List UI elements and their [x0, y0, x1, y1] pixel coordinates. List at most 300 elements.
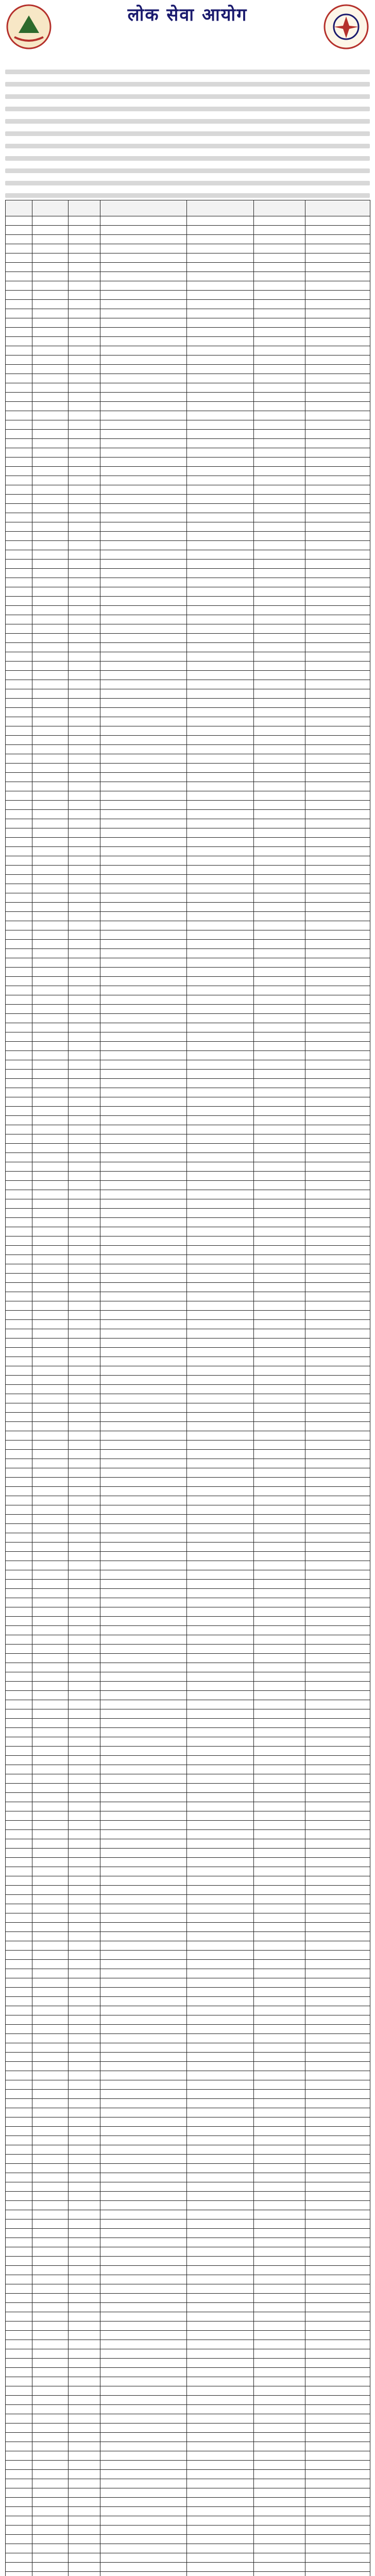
table-cell	[187, 1663, 254, 1672]
table-cell	[100, 1719, 187, 1728]
table-cell	[100, 1079, 187, 1088]
table-cell	[254, 1895, 305, 1904]
table-cell	[6, 2340, 32, 2349]
table-cell	[6, 2451, 32, 2461]
table-cell	[187, 1422, 254, 1431]
table-cell	[6, 2275, 32, 2284]
table-cell	[187, 689, 254, 699]
table-row	[6, 1162, 370, 1172]
table-row	[6, 1904, 370, 1913]
table-cell	[187, 801, 254, 810]
table-cell	[305, 569, 370, 578]
col-header	[187, 200, 254, 216]
table-cell	[32, 2461, 69, 2470]
table-cell	[254, 1162, 305, 1172]
table-cell	[254, 1709, 305, 1719]
table-cell	[6, 1663, 32, 1672]
table-cell	[6, 995, 32, 1005]
table-cell	[69, 1533, 100, 1543]
table-cell	[100, 1709, 187, 1719]
table-row	[6, 782, 370, 791]
table-cell	[69, 1097, 100, 1107]
table-cell	[187, 1552, 254, 1561]
table-row	[6, 847, 370, 856]
table-cell	[187, 1042, 254, 1051]
table-cell	[6, 2127, 32, 2136]
table-cell	[32, 2182, 69, 2192]
table-cell	[6, 383, 32, 393]
table-cell	[187, 1756, 254, 1765]
table-cell	[187, 773, 254, 782]
table-cell	[100, 365, 187, 374]
table-cell	[6, 1747, 32, 1756]
table-cell	[305, 2479, 370, 2488]
table-cell	[305, 1413, 370, 1422]
table-cell	[6, 1181, 32, 1190]
table-cell	[254, 1913, 305, 1923]
table-cell	[69, 2034, 100, 2043]
table-cell	[100, 1561, 187, 1570]
table-cell	[187, 2145, 254, 2155]
table-cell	[187, 1320, 254, 1329]
table-cell	[254, 1311, 305, 1320]
table-cell	[32, 606, 69, 615]
table-cell	[305, 1218, 370, 1227]
table-cell	[32, 1682, 69, 1691]
table-cell	[100, 2377, 187, 2386]
table-cell	[305, 2266, 370, 2275]
table-cell	[69, 402, 100, 411]
table-cell	[6, 2210, 32, 2219]
table-row	[6, 569, 370, 578]
table-cell	[254, 1264, 305, 1274]
table-cell	[187, 1598, 254, 1607]
table-cell	[32, 2396, 69, 2405]
table-cell	[6, 671, 32, 680]
table-cell	[69, 578, 100, 587]
table-cell	[254, 1747, 305, 1756]
table-cell	[187, 2284, 254, 2294]
table-cell	[254, 1849, 305, 1858]
table-cell	[100, 1747, 187, 1756]
table-row	[6, 1042, 370, 1051]
table-cell	[100, 235, 187, 244]
table-cell	[100, 1524, 187, 1533]
table-cell	[100, 328, 187, 337]
table-cell	[6, 1236, 32, 1246]
table-cell	[6, 2312, 32, 2321]
table-cell	[305, 2359, 370, 2368]
table-cell	[6, 550, 32, 560]
col-header	[100, 200, 187, 216]
table-row	[6, 764, 370, 773]
table-row	[6, 1988, 370, 1997]
table-row	[6, 1552, 370, 1561]
table-row	[6, 541, 370, 550]
table-row	[6, 2563, 370, 2572]
table-cell	[69, 2053, 100, 2062]
table-cell	[32, 1292, 69, 1301]
table-cell	[254, 1607, 305, 1617]
table-cell	[6, 1320, 32, 1329]
table-row	[6, 560, 370, 569]
table-cell	[305, 1719, 370, 1728]
table-cell	[187, 2025, 254, 2034]
table-cell	[32, 2544, 69, 2553]
table-cell	[254, 1552, 305, 1561]
table-row	[6, 2136, 370, 2145]
table-cell	[100, 1700, 187, 1709]
table-cell	[100, 485, 187, 495]
table-cell	[32, 1570, 69, 1580]
table-cell	[100, 2424, 187, 2433]
table-row	[6, 930, 370, 940]
table-cell	[6, 1413, 32, 1422]
table-cell	[69, 2572, 100, 2576]
table-cell	[100, 2340, 187, 2349]
table-cell	[6, 1552, 32, 1561]
table-cell	[69, 1292, 100, 1301]
table-cell	[187, 2368, 254, 2377]
table-row	[6, 1403, 370, 1413]
table-cell	[305, 1682, 370, 1691]
table-row	[6, 2312, 370, 2321]
table-cell	[69, 448, 100, 457]
table-cell	[254, 1144, 305, 1153]
table-cell	[254, 1218, 305, 1227]
table-cell	[69, 216, 100, 226]
table-cell	[69, 1747, 100, 1756]
table-cell	[100, 1960, 187, 1969]
table-cell	[187, 2442, 254, 2451]
table-cell	[6, 2461, 32, 2470]
table-cell	[254, 1598, 305, 1607]
table-cell	[305, 1301, 370, 1311]
table-cell	[69, 606, 100, 615]
table-cell	[32, 2535, 69, 2544]
table-cell	[187, 1941, 254, 1951]
table-cell	[254, 2544, 305, 2553]
table-cell	[254, 1338, 305, 1348]
table-cell	[100, 1505, 187, 1515]
table-cell	[69, 374, 100, 383]
table-cell	[305, 2340, 370, 2349]
table-cell	[254, 2331, 305, 2340]
table-cell	[100, 2210, 187, 2219]
col-header	[6, 200, 32, 216]
table-cell	[100, 1403, 187, 1413]
table-cell	[254, 1209, 305, 1218]
table-cell	[6, 2053, 32, 2062]
table-cell	[100, 2192, 187, 2201]
table-cell	[100, 355, 187, 365]
table-cell	[6, 1895, 32, 1904]
table-cell	[254, 2136, 305, 2145]
table-cell	[69, 1014, 100, 1023]
table-cell	[187, 1329, 254, 1338]
table-cell	[6, 1709, 32, 1719]
table-cell	[305, 866, 370, 875]
table-cell	[305, 1849, 370, 1858]
table-cell	[254, 1431, 305, 1440]
table-cell	[187, 884, 254, 893]
table-cell	[100, 1032, 187, 1042]
intro-line	[5, 70, 370, 79]
table-cell	[187, 1505, 254, 1515]
table-cell	[100, 1338, 187, 1348]
table-cell	[254, 1756, 305, 1765]
table-cell	[69, 1960, 100, 1969]
table-cell	[100, 847, 187, 856]
table-cell	[254, 1941, 305, 1951]
table-row	[6, 235, 370, 244]
table-cell	[69, 754, 100, 764]
table-row	[6, 1320, 370, 1329]
table-cell	[305, 2331, 370, 2340]
table-cell	[305, 2071, 370, 2080]
table-cell	[254, 1422, 305, 1431]
table-cell	[305, 1403, 370, 1413]
table-cell	[100, 2275, 187, 2284]
table-cell	[32, 2312, 69, 2321]
table-cell	[32, 1162, 69, 1172]
table-cell	[305, 2563, 370, 2572]
table-row	[6, 2034, 370, 2043]
table-cell	[187, 2238, 254, 2247]
table-cell	[100, 1478, 187, 1487]
table-cell	[6, 1858, 32, 1867]
table-cell	[254, 2377, 305, 2386]
table-cell	[305, 2516, 370, 2526]
table-cell	[187, 2062, 254, 2071]
table-cell	[69, 736, 100, 745]
table-cell	[305, 1765, 370, 1774]
table-cell	[69, 2090, 100, 2099]
table-cell	[254, 2201, 305, 2210]
table-cell	[32, 2192, 69, 2201]
table-cell	[6, 2553, 32, 2563]
table-cell	[32, 615, 69, 624]
table-cell	[6, 2034, 32, 2043]
table-cell	[69, 2488, 100, 2498]
table-cell	[100, 2368, 187, 2377]
table-cell	[6, 717, 32, 726]
table-cell	[305, 930, 370, 940]
table-cell	[187, 1403, 254, 1413]
table-cell	[100, 1626, 187, 1635]
table-cell	[187, 1255, 254, 1264]
table-cell	[32, 291, 69, 300]
table-cell	[6, 1635, 32, 1645]
table-cell	[254, 1524, 305, 1533]
table-cell	[32, 2516, 69, 2526]
table-cell	[254, 624, 305, 634]
table-row	[6, 828, 370, 838]
table-cell	[100, 2015, 187, 2025]
table-cell	[305, 1366, 370, 1376]
table-cell	[187, 1839, 254, 1849]
table-cell	[305, 244, 370, 253]
table-cell	[69, 995, 100, 1005]
table-cell	[305, 383, 370, 393]
table-cell	[6, 736, 32, 745]
table-cell	[69, 1274, 100, 1283]
table-cell	[69, 1440, 100, 1450]
table-cell	[69, 643, 100, 652]
table-row	[6, 1376, 370, 1385]
table-cell	[100, 226, 187, 235]
table-cell	[69, 2219, 100, 2229]
table-row	[6, 1199, 370, 1209]
table-cell	[187, 253, 254, 263]
table-cell	[187, 1635, 254, 1645]
table-cell	[100, 374, 187, 383]
table-cell	[69, 1209, 100, 1218]
table-cell	[6, 680, 32, 689]
table-cell	[6, 1005, 32, 1014]
table-cell	[187, 2414, 254, 2424]
table-cell	[69, 1515, 100, 1524]
table-cell	[187, 652, 254, 662]
table-row	[6, 903, 370, 912]
table-cell	[254, 828, 305, 838]
table-cell	[254, 940, 305, 949]
table-cell	[254, 1199, 305, 1209]
table-row	[6, 1607, 370, 1617]
table-cell	[69, 1199, 100, 1209]
table-cell	[69, 393, 100, 402]
table-cell	[6, 1997, 32, 2006]
table-cell	[305, 235, 370, 244]
table-cell	[100, 1209, 187, 1218]
table-cell	[254, 986, 305, 995]
table-cell	[100, 810, 187, 819]
table-cell	[305, 1561, 370, 1570]
table-cell	[100, 2238, 187, 2247]
table-cell	[69, 1051, 100, 1060]
table-cell	[69, 1561, 100, 1570]
table-cell	[187, 708, 254, 717]
table-row	[6, 1923, 370, 1932]
table-cell	[254, 2368, 305, 2377]
table-cell	[6, 1079, 32, 1088]
table-cell	[254, 810, 305, 819]
table-cell	[6, 921, 32, 930]
table-cell	[100, 856, 187, 866]
table-row	[6, 2080, 370, 2090]
table-cell	[100, 1070, 187, 1079]
table-cell	[6, 801, 32, 810]
table-cell	[32, 2090, 69, 2099]
table-cell	[6, 1162, 32, 1172]
table-cell	[6, 1422, 32, 1431]
table-cell	[100, 2284, 187, 2294]
table-cell	[187, 1116, 254, 1125]
table-cell	[32, 1932, 69, 1941]
table-cell	[305, 1737, 370, 1747]
table-cell	[100, 532, 187, 541]
table-cell	[69, 235, 100, 244]
table-cell	[187, 216, 254, 226]
table-cell	[32, 2553, 69, 2563]
table-cell	[69, 634, 100, 643]
table-row	[6, 643, 370, 652]
table-cell	[100, 1487, 187, 1496]
table-cell	[187, 1524, 254, 1533]
table-cell	[6, 1301, 32, 1311]
table-cell	[100, 1728, 187, 1737]
table-row	[6, 1218, 370, 1227]
table-cell	[69, 1663, 100, 1672]
table-cell	[69, 1478, 100, 1487]
table-cell	[187, 2117, 254, 2127]
table-cell	[32, 2303, 69, 2312]
table-cell	[32, 272, 69, 281]
table-cell	[305, 216, 370, 226]
table-cell	[6, 1728, 32, 1737]
table-cell	[187, 2312, 254, 2321]
table-cell	[32, 2294, 69, 2303]
table-cell	[100, 281, 187, 291]
table-cell	[69, 1459, 100, 1468]
table-cell	[69, 2553, 100, 2563]
table-cell	[305, 2127, 370, 2136]
table-cell	[6, 337, 32, 346]
table-cell	[32, 717, 69, 726]
table-cell	[254, 977, 305, 986]
table-row	[6, 1830, 370, 1839]
table-cell	[6, 1793, 32, 1802]
table-cell	[32, 634, 69, 643]
table-cell	[254, 244, 305, 253]
table-cell	[187, 1960, 254, 1969]
table-cell	[32, 1255, 69, 1264]
table-cell	[254, 949, 305, 958]
table-cell	[6, 1311, 32, 1320]
table-row	[6, 2117, 370, 2127]
table-cell	[305, 532, 370, 541]
table-cell	[187, 2219, 254, 2229]
table-cell	[305, 2090, 370, 2099]
table-cell	[32, 1153, 69, 1162]
table-row	[6, 1014, 370, 1023]
table-cell	[187, 1283, 254, 1292]
table-cell	[305, 1162, 370, 1172]
table-cell	[6, 439, 32, 448]
table-row	[6, 485, 370, 495]
table-row	[6, 300, 370, 309]
table-cell	[69, 2424, 100, 2433]
table-cell	[254, 708, 305, 717]
table-cell	[69, 968, 100, 977]
table-cell	[6, 1032, 32, 1042]
table-cell	[32, 1227, 69, 1236]
table-row	[6, 1125, 370, 1134]
table-cell	[187, 411, 254, 420]
table-cell	[254, 411, 305, 420]
table-cell	[254, 2433, 305, 2442]
table-cell	[6, 1645, 32, 1654]
table-cell	[100, 1580, 187, 1589]
table-cell	[6, 1478, 32, 1487]
table-cell	[6, 773, 32, 782]
table-cell	[187, 587, 254, 597]
table-cell	[305, 1199, 370, 1209]
table-cell	[187, 2136, 254, 2145]
table-cell	[187, 291, 254, 300]
table-cell	[6, 365, 32, 374]
table-cell	[187, 1218, 254, 1227]
